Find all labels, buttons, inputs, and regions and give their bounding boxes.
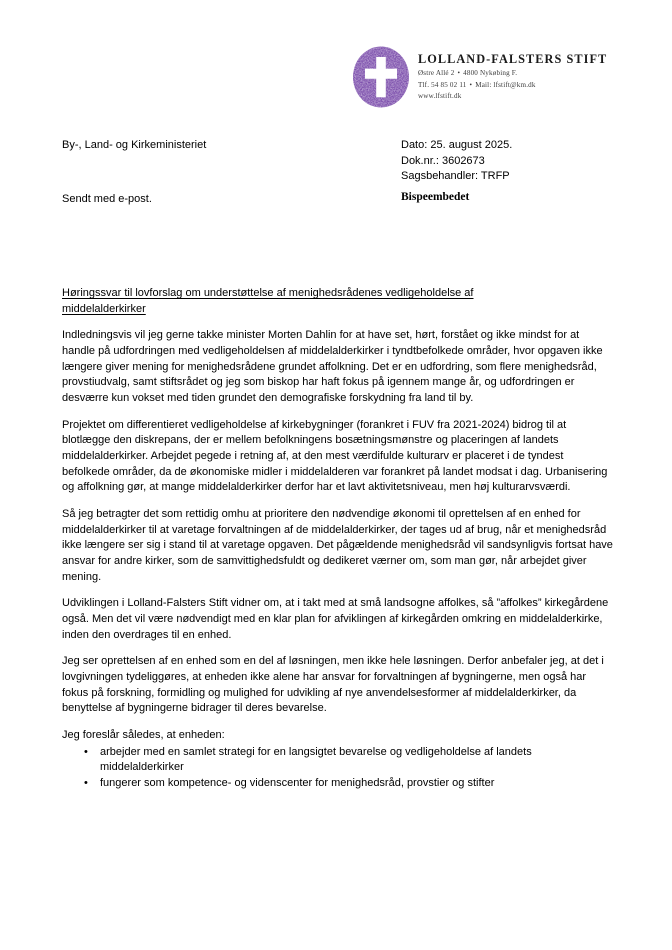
proposal-list <box>62 745 613 792</box>
list-intro: Jeg foreslår således, at enheden: <box>62 729 225 741</box>
letterhead-text <box>418 46 607 101</box>
city-address: 4800 Nykøbing F. <box>463 68 518 77</box>
meta-doc-number: Dok.nr.: 3602673 <box>401 154 485 167</box>
website-line: www.lfstift.dk <box>418 92 462 101</box>
list-item: • arbejder med en samlet strategi for en langsigtet bevarelse og vedligeholdelse af landets middelalderkirker <box>62 745 613 776</box>
paragraph: Så jeg betragter det som rettidig omhu at prioritere den nødvendige økonomi til oprettelsen af en enhed for middelalderkirker til at varetage forvaltningen af de middelalderkirker, der tages ud af brug, når et menighedsråd ikke længere ser sig i stand til at varetage opgaven. Det pågældende menighedsråd vil sandsynligvis fortsat have ansvar for andre kirker, som de samvittighedsfuldt og dedikeret værner om, som man gør, når arbejdet giver mening. <box>62 507 613 583</box>
paragraph: Udviklingen i Lolland-Falsters Stift vidner om, at i takt med at små landsogne affolkes, så ”affolkes” kirkegårdene også. Men det vil være nødvendigt med en klar plan for afviklingen af kirkegården omkring en middelalderkirke, inden den overdrages til en enhed. <box>62 597 609 641</box>
list-item: • fungerer som kompetence- og videnscenter for menighedsråd, provstier og stifter <box>62 776 613 792</box>
document-meta <box>401 138 512 185</box>
letterhead <box>352 46 607 108</box>
paragraph: Jeg ser oprettelsen af en enhed som en del af løsningen, men ikke hele løsningen. Derfor anbefaler jeg, at det i lovgivningen tydeliggøres, at enheden ikke alene har ansvar for forvaltningen af bygningerne, men også har fokus på forskning, formidling og mulighed for udvikling af nye anvendelsesformer af middelalderkirker, da benyttelse af bygningerne bidrager til deres bevarelse. <box>62 655 604 715</box>
contact-line <box>418 81 607 89</box>
paragraph: Projektet om differentieret vedligeholdelse af kirkebygninger (forankret i FUV fra 2021-2024) bidrog til at blotlægge den diskrepans, der er mellem befolkningens bosætningsmønstre og placeringen af landets middelalderkirker. Arbejdet pegede i retning af, at den mest værdifulde kulturarv er placeret i de tyndest befolkede områder, da de økonomiske midler i middelalderen var forankret på landet modsat i dag. Urbanisering og affolkning gør, at mange middelalderkirker derfor har et lavt aktivitetsniveau, men høj kulturarvsværdi. <box>62 418 608 494</box>
email-address: Mail: lfstift@km.dk <box>475 80 536 89</box>
meta-case-handler: Sagsbehandler: TRFP <box>401 170 510 183</box>
department-label: Bispeembedet <box>401 191 470 203</box>
street-address: Østre Allé 2 <box>418 68 455 77</box>
cross-seal-icon <box>352 46 410 108</box>
meta-date: Dato: 25. august 2025. <box>401 139 513 151</box>
recipient-name: By-, Land- og Kirkeministeriet <box>62 139 207 151</box>
page-title: Høringssvar til lovforslag om understøttelse af menighedsrådenes vedligeholdelse af middelalderkirker <box>62 287 474 315</box>
address-line <box>418 69 607 77</box>
bullet-separator-icon: • <box>469 80 473 89</box>
phone-number: Tlf. 54 85 02 11 <box>418 80 467 89</box>
organization-name: LOLLAND-FALSTERS STIFT <box>418 52 608 66</box>
document-body <box>62 286 613 792</box>
sent-note: Sendt med e-post. <box>62 193 152 205</box>
bullet-separator-icon: • <box>457 68 461 77</box>
paragraph: Indledningsvis vil jeg gerne takke minister Morten Dahlin for at have set, hørt, forstået og ikke mindst for at handle på udfordringen med vedligeholdelsen af middelalderkirker i tyndtbefolkede områder, hvor opgaven ikke længere giver mening for menighedsrådene grundet affolkning. Det er en udfordring, som flere menighedsråd, provstiudvalg, samt stiftsrådet og jeg som biskop har haft fokus på igennem mange år, og udfordringen er desværre kun vokset med tiden grundet den demografiske forskydning fra land til by. <box>62 329 603 404</box>
